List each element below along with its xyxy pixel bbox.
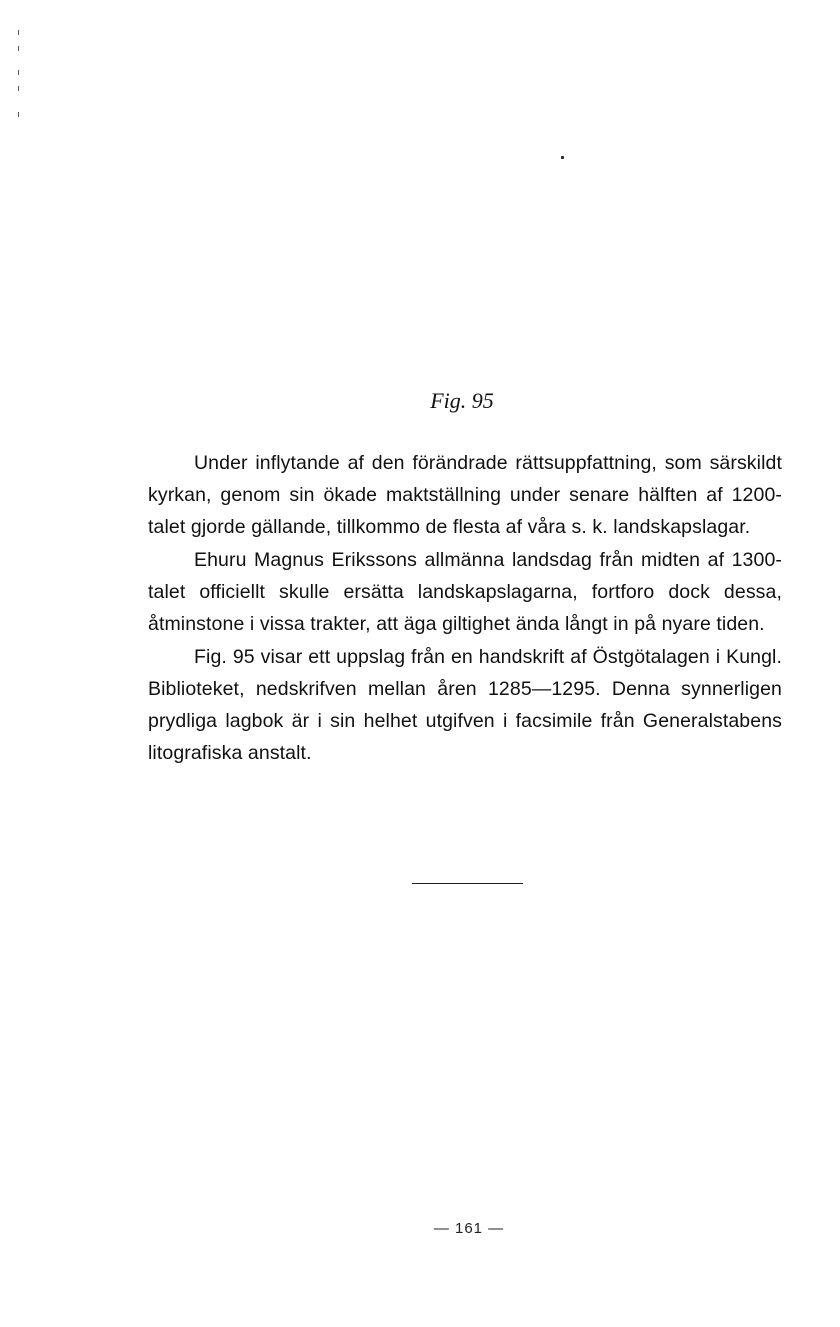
paragraph-2: Ehuru Magnus Erikssons allmänna landsdag från midten af 1300-talet officiellt skulle ersätta landskapslagarna, fortforo dock dessa, åtminstone i vissa trakter, att äga giltighet ända långt in på nyare tiden. xyxy=(148,549,782,635)
body-text xyxy=(148,447,782,769)
page-number: — 161 — xyxy=(433,1220,505,1237)
margin-marks xyxy=(18,30,20,120)
section-divider xyxy=(412,883,523,884)
paragraph-3: Fig. 95 visar ett uppslag från en handskrift af Östgötalagen i Kungl. Biblioteket, nedskrifven mellan åren 1285—1295. Denna synnerligen prydliga lagbok är i sin helhet utgifven i facsimile från Generalstabens litografiska anstalt. xyxy=(148,646,782,764)
ink-speck xyxy=(561,156,564,159)
paragraph-1: Under inflytande af den förändrade rättsuppfattning, som särskildt kyrkan, genom sin ökade maktställning under senare hälften af 1200-talet gjorde gällande, tillkommo de flesta af våra s. k. landskapslagar. xyxy=(148,452,782,538)
figure-caption: Fig. 95 xyxy=(430,388,494,413)
